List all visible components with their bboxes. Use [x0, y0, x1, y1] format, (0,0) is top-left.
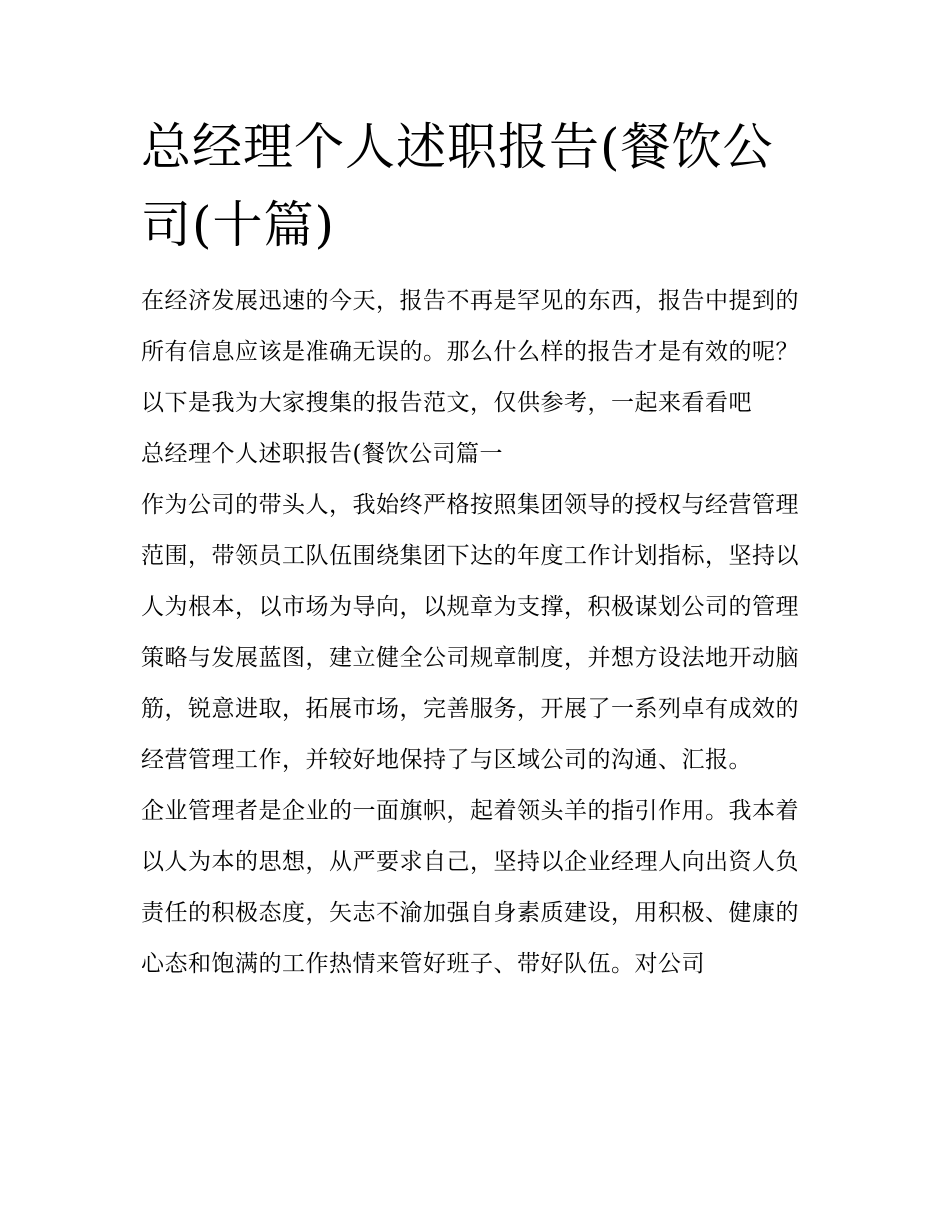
document-title: 总经理个人述职报告(餐饮公司(十篇) — [141, 118, 774, 254]
section-heading: 总经理个人述职报告(餐饮公司篇一 — [141, 441, 503, 467]
body-paragraph: 作为公司的带头人，我始终严格按照集团领导的授权与经营管理范围，带领员工队伍围绕集团下达的年度工作计划指标，坚持以人为根本，以市场为导向，以规章为支撑，积极谋划公司的管理策略与发展蓝图，建立健全公司规章制度，并想方设法地开动脑筋，锐意进取，拓展市场，完善服务，开展了一系列卓有成效的经营管理工作，并较好地保持了与区域公司的沟通、汇报。 — [141, 492, 799, 773]
document-body — [141, 276, 813, 990]
body-paragraph: 企业管理者是企业的一面旗帜，起着领头羊的指引作用。我本着以人为本的思想，从严要求自己，坚持以企业经理人向出资人负责任的积极态度，矢志不渝加强自身素质建设，用积极、健康的心态和饱满的工作热情来管好班子、带好队伍。对公司 — [141, 798, 799, 977]
intro-paragraph: 在经济发展迅速的今天，报告不再是罕见的东西，报告中提到的所有信息应该是准确无误的。那么什么样的报告才是有效的呢？以下是我为大家搜集的报告范文，仅供参考，一起来看看吧 — [141, 288, 799, 416]
